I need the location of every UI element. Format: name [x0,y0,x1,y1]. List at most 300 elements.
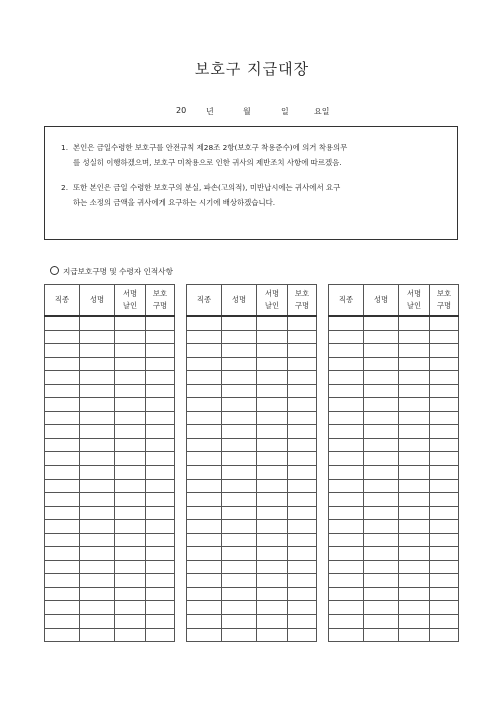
table-cell[interactable] [399,452,430,466]
table-cell[interactable] [329,574,364,588]
table-cell[interactable] [45,533,80,547]
table-cell[interactable] [222,398,257,412]
table-cell[interactable] [45,344,80,358]
table-cell[interactable] [329,384,364,398]
table-cell[interactable] [45,615,80,629]
table-cell[interactable] [430,384,459,398]
table-cell[interactable] [399,371,430,385]
table-cell[interactable] [364,425,399,439]
table-cell[interactable] [257,411,288,425]
table-cell[interactable] [329,520,364,534]
table-cell[interactable] [399,411,430,425]
table-cell[interactable] [257,330,288,344]
table-cell[interactable] [399,344,430,358]
table-cell[interactable] [222,425,257,439]
table-cell[interactable] [187,316,222,330]
table-cell[interactable] [257,560,288,574]
table-cell[interactable] [146,520,175,534]
table-cell[interactable] [364,357,399,371]
table-cell[interactable] [146,628,175,642]
table-cell[interactable] [364,533,399,547]
table-cell[interactable] [80,560,115,574]
table-header-cell [222,285,257,317]
table-cell[interactable] [45,628,80,642]
table-cell[interactable] [288,330,317,344]
table-cell[interactable] [364,587,399,601]
table-cell[interactable] [45,574,80,588]
table-cell[interactable] [222,493,257,507]
table-cell[interactable] [222,330,257,344]
table-cell[interactable] [288,344,317,358]
table-cell[interactable] [80,466,115,480]
table-cell[interactable] [115,371,146,385]
table-cell[interactable] [187,466,222,480]
table-cell[interactable] [430,615,459,629]
table-cell[interactable] [430,330,459,344]
table-cell[interactable] [146,384,175,398]
table-cell[interactable] [115,316,146,330]
table-cell[interactable] [146,574,175,588]
table-cell[interactable] [222,371,257,385]
table-cell[interactable] [115,466,146,480]
table-cell[interactable] [288,520,317,534]
table-cell[interactable] [430,493,459,507]
table-cell[interactable] [257,533,288,547]
table-cell[interactable] [222,560,257,574]
table-cell[interactable] [80,384,115,398]
table-cell[interactable] [45,357,80,371]
table-cell[interactable] [257,574,288,588]
table-cell[interactable] [115,357,146,371]
table-cell[interactable] [399,574,430,588]
table-cell[interactable] [115,560,146,574]
table-cell[interactable] [187,533,222,547]
table-cell[interactable] [115,438,146,452]
table-cell[interactable] [288,357,317,371]
table-cell[interactable] [288,384,317,398]
table-cell[interactable] [222,506,257,520]
table-cell[interactable] [115,344,146,358]
table-row [45,479,175,493]
table-cell[interactable] [45,466,80,480]
table-cell[interactable] [115,601,146,615]
table-cell[interactable] [115,506,146,520]
table-cell[interactable] [187,398,222,412]
table-cell[interactable] [364,466,399,480]
table-cell[interactable] [222,384,257,398]
table-cell[interactable] [399,587,430,601]
table-cell[interactable] [115,425,146,439]
table-cell[interactable] [146,371,175,385]
table-cell[interactable] [146,587,175,601]
table-cell[interactable] [364,411,399,425]
table-cell[interactable] [288,425,317,439]
table-cell[interactable] [45,330,80,344]
table-cell[interactable] [187,493,222,507]
table-cell[interactable] [257,398,288,412]
table-cell[interactable] [288,547,317,561]
table-cell[interactable] [222,520,257,534]
table-cell[interactable] [80,452,115,466]
table-cell[interactable] [257,479,288,493]
table-cell[interactable] [399,547,430,561]
table-cell[interactable] [288,506,317,520]
table-cell[interactable] [399,506,430,520]
table-cell[interactable] [187,438,222,452]
table-cell[interactable] [288,615,317,629]
table-cell[interactable] [399,615,430,629]
table-cell[interactable] [115,493,146,507]
table-cell[interactable] [364,344,399,358]
table-cell[interactable] [146,493,175,507]
table-cell[interactable] [257,628,288,642]
table-cell[interactable] [430,547,459,561]
table-cell[interactable] [364,493,399,507]
table-cell[interactable] [187,371,222,385]
table-cell[interactable] [222,587,257,601]
table-cell[interactable] [329,587,364,601]
table-cell[interactable] [399,330,430,344]
table-cell[interactable] [80,547,115,561]
table-cell[interactable] [430,411,459,425]
table-cell[interactable] [329,601,364,615]
table-cell[interactable] [80,330,115,344]
table-cell[interactable] [187,574,222,588]
table-cell[interactable] [257,452,288,466]
table-cell[interactable] [364,330,399,344]
table-cell[interactable] [288,398,317,412]
table-cell[interactable] [329,615,364,629]
table-cell[interactable] [399,466,430,480]
table-cell[interactable] [399,520,430,534]
table-cell[interactable] [364,547,399,561]
table-cell[interactable] [187,411,222,425]
table-cell[interactable] [329,425,364,439]
table-cell[interactable] [222,479,257,493]
table-cell[interactable] [80,479,115,493]
table-cell[interactable] [115,330,146,344]
table-cell[interactable] [45,411,80,425]
table-cell[interactable] [399,398,430,412]
table-cell[interactable] [257,547,288,561]
table-cell[interactable] [80,344,115,358]
table-cell[interactable] [45,601,80,615]
table-cell[interactable] [146,601,175,615]
table-cell[interactable] [146,438,175,452]
table-cell[interactable] [187,520,222,534]
table-cell[interactable] [146,316,175,330]
table-cell[interactable] [329,371,364,385]
table-cell[interactable] [222,316,257,330]
table-row [187,615,317,629]
table-cell[interactable] [257,506,288,520]
table-cell[interactable] [257,384,288,398]
table-cell[interactable] [222,547,257,561]
table-cell[interactable] [430,316,459,330]
table-cell[interactable] [364,479,399,493]
table-cell[interactable] [399,560,430,574]
table-cell[interactable] [399,425,430,439]
table-cell[interactable] [399,533,430,547]
table-cell[interactable] [45,398,80,412]
table-cell[interactable] [187,479,222,493]
table-cell[interactable] [222,466,257,480]
table-cell[interactable] [222,344,257,358]
table-cell[interactable] [430,560,459,574]
table-cell[interactable] [187,330,222,344]
table-cell[interactable] [146,357,175,371]
table-cell[interactable] [257,425,288,439]
table-cell[interactable] [187,547,222,561]
header-gear-name: 구명 [152,301,168,310]
table-cell[interactable] [80,615,115,629]
table-cell[interactable] [364,574,399,588]
table-cell[interactable] [187,357,222,371]
table-cell[interactable] [430,587,459,601]
table-cell[interactable] [222,533,257,547]
table-cell[interactable] [146,425,175,439]
table-cell[interactable] [288,574,317,588]
table-cell[interactable] [288,371,317,385]
table-cell[interactable] [430,479,459,493]
table-cell[interactable] [399,357,430,371]
table-cell[interactable] [329,533,364,547]
table-cell[interactable] [222,615,257,629]
table-cell[interactable] [80,411,115,425]
table-cell[interactable] [115,398,146,412]
table-cell[interactable] [399,493,430,507]
table-cell[interactable] [329,628,364,642]
table-cell[interactable] [222,452,257,466]
table-cell[interactable] [146,560,175,574]
table-cell[interactable] [399,438,430,452]
table-cell[interactable] [257,438,288,452]
table-cell[interactable] [45,479,80,493]
table-cell[interactable] [80,628,115,642]
table-cell[interactable] [45,587,80,601]
table-cell[interactable] [257,357,288,371]
table-row [329,371,459,385]
table-cell[interactable] [187,615,222,629]
table-cell[interactable] [80,506,115,520]
table-cell[interactable] [146,533,175,547]
table-cell[interactable] [45,560,80,574]
table-cell[interactable] [80,371,115,385]
table-cell[interactable] [115,479,146,493]
table-cell[interactable] [146,506,175,520]
table-cell[interactable] [45,384,80,398]
table-cell[interactable] [80,357,115,371]
table-cell[interactable] [364,560,399,574]
table-cell[interactable] [329,316,364,330]
table-cell[interactable] [45,316,80,330]
table-cell[interactable] [222,628,257,642]
table-cell[interactable] [364,628,399,642]
table-cell[interactable] [329,560,364,574]
table-cell[interactable] [187,560,222,574]
table-cell[interactable] [329,398,364,412]
table-cell[interactable] [187,384,222,398]
table-cell[interactable] [430,371,459,385]
table-cell[interactable] [288,466,317,480]
table-cell[interactable] [146,452,175,466]
table-cell[interactable] [146,398,175,412]
table-cell[interactable] [115,384,146,398]
table-cell[interactable] [257,344,288,358]
table-cell[interactable] [222,357,257,371]
header-gear: 보호 [294,289,310,298]
table-cell[interactable] [187,587,222,601]
table-header-cell [329,285,364,317]
table-cell[interactable] [288,479,317,493]
table-row [45,411,175,425]
table-cell[interactable] [288,438,317,452]
table-cell[interactable] [430,425,459,439]
table-cell[interactable] [329,479,364,493]
table-cell[interactable] [364,438,399,452]
table-cell[interactable] [329,344,364,358]
table-cell[interactable] [115,587,146,601]
table-cell[interactable] [329,466,364,480]
table-cell[interactable] [146,466,175,480]
section-heading-text: 지급보호구명 및 수령자 인적사항 [63,267,173,276]
table-cell[interactable] [288,452,317,466]
table-cell[interactable] [115,411,146,425]
table-cell[interactable] [115,547,146,561]
table-cell[interactable] [430,520,459,534]
table-cell[interactable] [146,547,175,561]
table-cell[interactable] [80,601,115,615]
table-cell[interactable] [399,601,430,615]
table-cell[interactable] [45,452,80,466]
table-cell[interactable] [430,357,459,371]
table-cell[interactable] [430,466,459,480]
table-cell[interactable] [80,587,115,601]
table-cell[interactable] [146,344,175,358]
table-cell[interactable] [430,398,459,412]
table-cell[interactable] [80,574,115,588]
table-cell[interactable] [430,628,459,642]
table-cell[interactable] [364,371,399,385]
table-cell[interactable] [80,316,115,330]
table-cell[interactable] [146,330,175,344]
table-cell[interactable] [257,466,288,480]
table-cell[interactable] [45,371,80,385]
table-cell[interactable] [364,615,399,629]
table-cell[interactable] [288,316,317,330]
table-cell[interactable] [329,411,364,425]
table-cell[interactable] [222,438,257,452]
table-cell[interactable] [430,438,459,452]
table-cell[interactable] [187,425,222,439]
table-cell[interactable] [364,384,399,398]
table-cell[interactable] [364,520,399,534]
table-cell[interactable] [222,411,257,425]
table-cell[interactable] [45,520,80,534]
table-cell[interactable] [257,587,288,601]
table-cell[interactable] [45,506,80,520]
table-cell[interactable] [257,520,288,534]
table-cell[interactable] [187,452,222,466]
table-cell[interactable] [329,547,364,561]
table-cell[interactable] [288,587,317,601]
table-cell[interactable] [329,357,364,371]
table-cell[interactable] [288,493,317,507]
table-cell[interactable] [80,493,115,507]
table-cell[interactable] [399,479,430,493]
table-cell[interactable] [45,425,80,439]
table-cell[interactable] [115,452,146,466]
table-cell[interactable] [329,506,364,520]
table-cell[interactable] [257,493,288,507]
table-cell[interactable] [222,574,257,588]
table-cell[interactable] [430,344,459,358]
table-cell[interactable] [115,628,146,642]
table-cell[interactable] [288,560,317,574]
table-cell[interactable] [329,452,364,466]
table-cell[interactable] [364,452,399,466]
header-gear-name: 구명 [294,301,310,310]
table-cell[interactable] [45,493,80,507]
table-cell[interactable] [288,533,317,547]
table-cell[interactable] [399,628,430,642]
table-cell[interactable] [45,547,80,561]
table-cell[interactable] [115,574,146,588]
header-job-type: 직종 [338,295,354,304]
table-cell[interactable] [430,601,459,615]
table-cell[interactable] [115,615,146,629]
table-cell[interactable] [187,601,222,615]
table-cell[interactable] [430,452,459,466]
table-cell[interactable] [430,574,459,588]
table-cell[interactable] [187,506,222,520]
table-cell[interactable] [146,615,175,629]
table-row [45,493,175,507]
table-cell[interactable] [430,506,459,520]
table-cell[interactable] [257,371,288,385]
table-cell[interactable] [364,398,399,412]
table-cell[interactable] [288,628,317,642]
table-cell[interactable] [257,615,288,629]
table-cell[interactable] [399,316,430,330]
table-cell[interactable] [329,330,364,344]
table-cell[interactable] [146,411,175,425]
table-cell[interactable] [45,438,80,452]
table-cell[interactable] [430,533,459,547]
table-cell[interactable] [80,398,115,412]
table-cell[interactable] [364,601,399,615]
table-cell[interactable] [115,533,146,547]
table-cell[interactable] [399,384,430,398]
table-cell[interactable] [80,438,115,452]
table-cell[interactable] [288,601,317,615]
table-cell[interactable] [115,520,146,534]
table-cell[interactable] [288,411,317,425]
table-cell[interactable] [329,438,364,452]
table-cell[interactable] [187,344,222,358]
table-cell[interactable] [222,601,257,615]
table-cell[interactable] [80,425,115,439]
table-cell[interactable] [257,316,288,330]
table-cell[interactable] [364,316,399,330]
table-cell[interactable] [80,520,115,534]
table-cell[interactable] [146,479,175,493]
table-cell[interactable] [187,628,222,642]
table-cell[interactable] [329,493,364,507]
table-cell[interactable] [364,506,399,520]
table-cell[interactable] [257,601,288,615]
table-cell[interactable] [80,533,115,547]
